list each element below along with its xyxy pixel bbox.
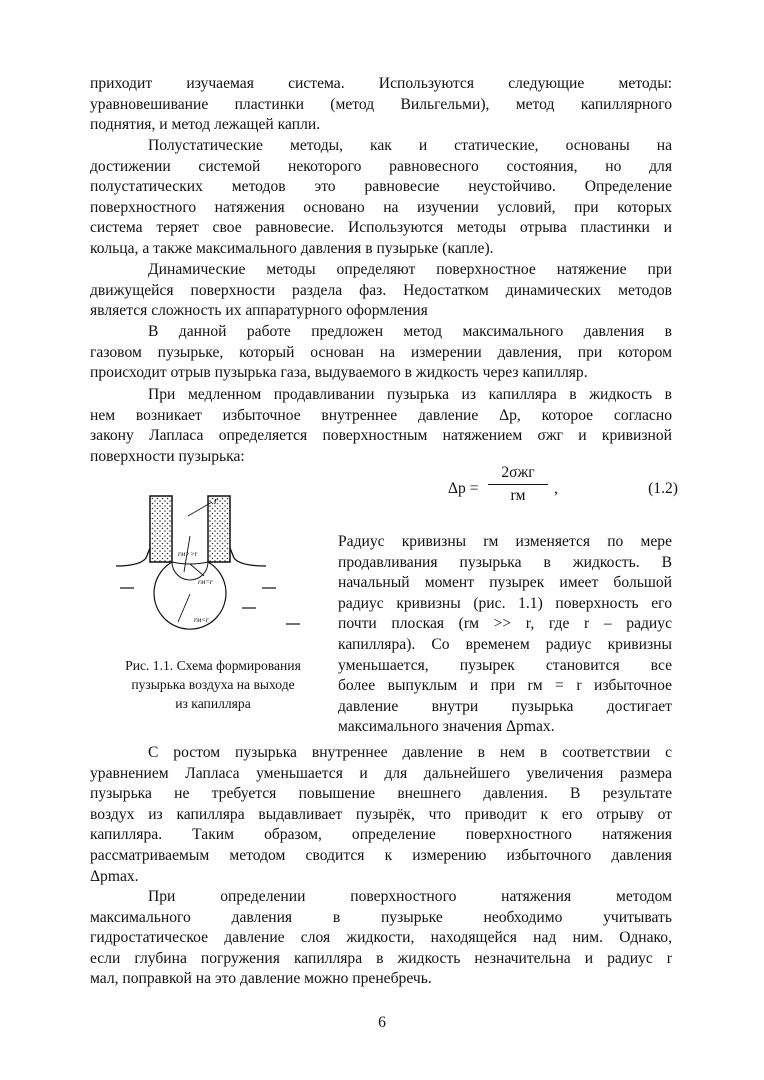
figure-capillary-bubble	[116, 492, 306, 644]
formula-numerator: 2σжг	[488, 464, 548, 485]
text-line: начальный момент пузырек имеет большой	[338, 574, 672, 592]
bubble-diagram	[116, 492, 306, 644]
liquid-surface-right	[230, 548, 266, 566]
text-line: пузырька не требуется повышение внешнего давления. В результате	[90, 785, 672, 803]
formula-1-2	[448, 462, 678, 518]
text-line: полустатических методов это равновесие неустойчиво. Определение	[90, 178, 672, 196]
text-line: система теряет свое равновесие. Используются методы отрыва пластинки и	[90, 219, 672, 237]
formula-fraction	[488, 464, 548, 505]
paragraph-2	[90, 136, 672, 260]
page-number: 6	[378, 1014, 386, 1031]
text-line: При определении поверхностного натяжения методом	[148, 888, 672, 905]
label-rm-much-greater: rм>>r	[178, 550, 198, 558]
text-line: воздух из капилляра выдавливает пузырёк, что приводит к его отрыву от	[90, 805, 672, 823]
radius-line-equal	[190, 564, 204, 576]
text-line: мал, поправкой на это давление можно пренебречь.	[90, 970, 432, 988]
paragraph-1	[90, 74, 672, 136]
text-line: Полустатические методы, как и статические, основаны на	[148, 137, 672, 154]
capillary-wall-right	[208, 496, 230, 562]
text-line: движущейся поверхности раздела фаз. Недостатком динамических методов	[90, 281, 672, 299]
text-line: уравнением Лапласа уменьшается и для дальнейшего увеличения размера	[90, 764, 672, 782]
label-rm-less: rм<r	[194, 616, 209, 624]
paragraph-5	[90, 385, 672, 467]
figure-caption	[110, 656, 316, 713]
text-line: максимального значения Δpmax.	[338, 718, 555, 736]
text-line: нем возникает избыточное внутреннее давление Δp, которое согласно	[90, 406, 672, 424]
capillary-wall-left	[150, 496, 172, 562]
text-line: продавливания пузырька в жидкость. В	[338, 553, 672, 571]
text-line: гидростатическое давление слоя жидкости, находящейся над ним. Однако,	[90, 929, 672, 947]
bubble-stage-flat	[172, 562, 208, 564]
paragraph-3	[90, 260, 672, 322]
equation-number: (1.2)	[648, 480, 678, 497]
formula-comma: ,	[554, 480, 558, 497]
text-line: происходит отрыв пузырька газа, выдуваемого в жидкость через капилляр.	[90, 364, 588, 382]
text-line: приходит изучаемая система. Используются следующие методы:	[90, 75, 672, 92]
caption-line: Рис. 1.1. Схема формирования	[125, 658, 301, 673]
label-r: r	[214, 496, 218, 507]
paragraph-4	[90, 322, 672, 384]
text-line: достижении системой некоторого равновесного состояния, но для	[90, 157, 672, 175]
text-line: радиус кривизны (рис. 1.1) поверхность его	[338, 594, 672, 612]
caption-line: из капилляра	[175, 696, 251, 711]
paragraph-6	[90, 743, 672, 887]
text-line: рассматриваемым методом сводится к измерению избыточного давления	[90, 846, 672, 864]
text-line: уменьшается, пузырек становится все	[338, 656, 672, 674]
caption-line: пузырька воздуха на выходе	[131, 677, 295, 692]
text-line: поднятия, и метод лежащей капли.	[90, 116, 321, 134]
text-line: При медленном продавливании пузырька из капилляра в жидкость в	[148, 386, 672, 403]
text-line: если глубина погружения капилляра в жидкость незначительна и радиус r	[90, 949, 672, 967]
liquid-surface-left	[116, 548, 150, 566]
text-line: максимального давления в пузырьке необходимо учитывать	[90, 908, 672, 926]
text-line: поверхности пузырька:	[90, 447, 245, 465]
paragraph-7	[90, 887, 672, 990]
text-line: более выпуклым и при rм = r избыточное	[338, 677, 672, 695]
text-line: является сложность их аппаратурного оформления	[90, 302, 428, 320]
text-line: кольца, а также максимального давления в пузырьке (капле).	[90, 239, 494, 257]
formula-denominator: rм	[510, 487, 526, 504]
bubble-stage-large	[154, 562, 226, 629]
right-column-text	[338, 532, 672, 738]
formula-lhs: Δp =	[448, 480, 479, 497]
label-rm-equal: rм=r	[198, 578, 213, 586]
text-line: поверхностного натяжения основано на изучении условий, при которых	[90, 198, 672, 216]
text-line: почти плоская (rм >> r, где r – радиус	[338, 615, 672, 633]
text-line: давление внутри пузырька достигает	[338, 697, 672, 715]
text-line: капилляра). Со временем радиус кривизны	[338, 635, 672, 653]
text-line: Δpmax.	[90, 867, 139, 885]
text-line: Динамические методы определяют поверхностное натяжение при	[148, 261, 672, 278]
text-line: капилляра. Таким образом, определение поверхностного натяжения	[90, 826, 672, 844]
text-line: закону Лапласа определяется поверхностным натяжением σжг и кривизной	[90, 427, 672, 445]
text-line: уравновешивание пластинки (метод Вильгельми), метод капиллярного	[90, 95, 672, 113]
text-line: В данной работе предложен метод максимального давления в	[148, 323, 672, 340]
radius-line-small	[178, 594, 190, 622]
text-line: газовом пузырьке, который основан на измерении давления, при котором	[90, 343, 672, 361]
text-line: С ростом пузырька внутреннее давление в нем в соответствии с	[148, 744, 672, 761]
text-line: Радиус кривизны rм изменяется по мере	[338, 533, 672, 550]
